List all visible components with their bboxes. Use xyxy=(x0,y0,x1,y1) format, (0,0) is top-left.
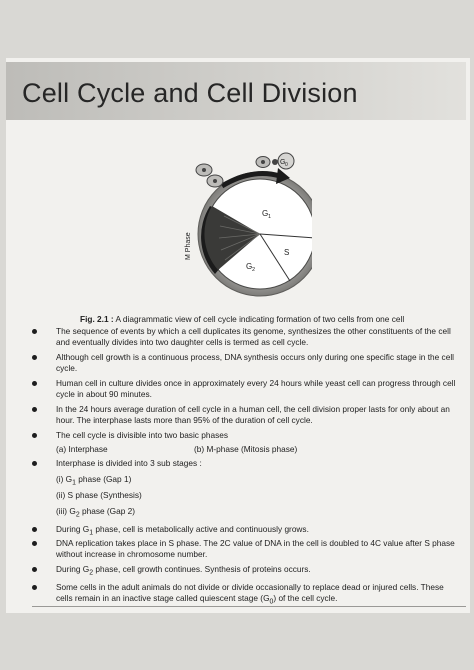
bullet-icon xyxy=(32,585,37,590)
g1-label: G xyxy=(262,209,269,218)
bullet-icon xyxy=(32,433,37,438)
substage-i: (i) $G_1$ phase (Gap 1) xyxy=(56,474,132,487)
list-item-text: cycle. xyxy=(56,362,78,373)
bullet-icon xyxy=(32,567,37,572)
s-label: S xyxy=(284,248,290,257)
g0-label-sub: 0 xyxy=(285,162,288,168)
bullet-icon xyxy=(32,355,37,360)
bullet-icon xyxy=(32,407,37,412)
list-item-text: cells remain in an inactive stage called quiescent stage $(G_0)$ of the cell cycle. xyxy=(56,592,338,606)
list-item-text: The sequence of events by which a cell duplicates its genome, synthesizes the other constituents of the cell xyxy=(56,326,451,336)
figure-caption xyxy=(80,314,470,324)
g0-label: G xyxy=(280,159,286,166)
list-item-text: hour. The interphase lasts more than 95% of the duration of cell cycle. xyxy=(56,414,313,425)
list-item-text: During $G_2$ phase, cell growth continues. Synthesis of proteins occurs. xyxy=(56,564,311,577)
list-item-text: Interphase is divided into 3 sub stages : xyxy=(56,458,202,468)
g2-label: G xyxy=(246,262,253,271)
substage-iii: (iii) $G_2$ phase (Gap 2) xyxy=(56,506,136,519)
list-item-text: cycle in about 90 minutes. xyxy=(56,388,152,399)
chapter-title: Cell Cycle and Cell Division xyxy=(22,78,358,108)
list-item-text: The cell cycle is divisible into two basic phases xyxy=(56,430,229,440)
bullet-icon xyxy=(32,381,37,386)
bottom-rule xyxy=(32,606,466,607)
bullet-icon xyxy=(32,541,37,546)
caption-text: A diagrammatic view of cell cycle indicating formation of two cells from one cell xyxy=(113,314,405,324)
list-item-text: Some cells in the adult animals do not divide or divide occasionally to replace dead or injured cells. These xyxy=(56,582,444,592)
bullet-icon xyxy=(32,527,37,532)
g1-label-sub: 1 xyxy=(268,214,272,220)
g2-label-sub: 2 xyxy=(252,267,256,273)
substage-ii: (ii) S phase (Synthesis) xyxy=(56,490,142,500)
phase-option-b: (b) M-phase (Mitosis phase) xyxy=(194,444,298,454)
m-phase-label: M Phase xyxy=(185,232,192,260)
caption-prefix: Fig. 2.1 : xyxy=(80,314,114,324)
bullet-icon xyxy=(32,329,37,334)
bullet-icon xyxy=(32,461,37,466)
list-item-text: and eventually divides into two daughter cells is termed as cell cycle. xyxy=(56,336,309,347)
phase-option-a: (a) Interphase xyxy=(56,444,108,454)
list-item-text: without increase in chromosome number. xyxy=(56,548,208,559)
list-item-text: Human cell in culture divides once in approximately every 24 hours while yeast cell can progress through cell xyxy=(56,378,456,388)
list-item-text: Although cell growth is a continuous process, DNA synthesis occurs only during one specific stage in the cell xyxy=(56,352,454,362)
list-item-text: In the 24 hours average duration of cell cycle in a human cell, the cell division proper lasts for only about an xyxy=(56,404,450,414)
list-item-text: DNA replication takes place in S phase. The 2C value of DNA in the cell is doubled to 4C value after S phase xyxy=(56,538,455,548)
cell-cycle-diagram xyxy=(162,146,312,306)
list-item-text: During $G_1$ phase, cell is metabolically active and continuously grows. xyxy=(56,524,309,537)
